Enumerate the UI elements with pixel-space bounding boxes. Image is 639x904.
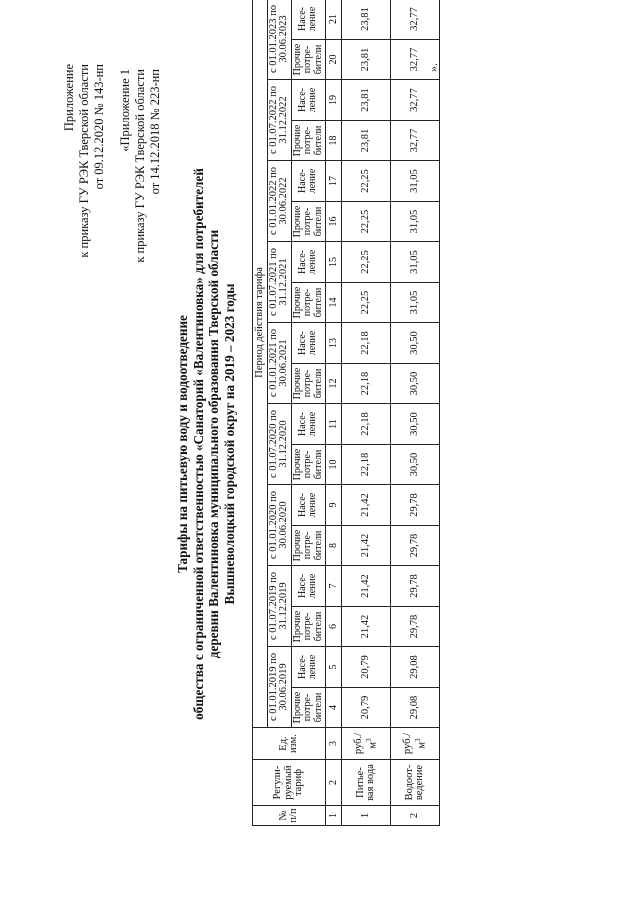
period-header: с 01.07.2019 по 31.12.2019 <box>267 566 291 647</box>
period-header: с 01.01.2022 по 30.06.2022 <box>267 161 291 242</box>
column-number: 9 <box>326 485 342 526</box>
tariff-value: 32,77 <box>391 40 440 80</box>
category-other: Прочие потре-бители <box>291 40 326 80</box>
column-number: 14 <box>326 283 342 323</box>
tariff-value: 22,25 <box>342 161 391 202</box>
period-header: с 01.01.2019 по 30.06.2019 <box>267 647 291 728</box>
periods-row <box>267 0 291 826</box>
column-number: 21 <box>326 0 342 40</box>
column-number: 4 <box>326 688 342 728</box>
category-population: Насе-ление <box>291 0 326 40</box>
tariff-value: 23,81 <box>342 121 391 161</box>
tariff-value: 31,05 <box>391 242 440 283</box>
period-header: с 01.01.2023 по 30.06.2023 <box>267 0 291 80</box>
tariff-value: 21,42 <box>342 485 391 526</box>
column-number: 3 <box>326 728 342 760</box>
category-population: Насе-ление <box>291 80 326 121</box>
column-number: 17 <box>326 161 342 202</box>
category-other: Прочие потре-бители <box>291 445 326 485</box>
column-number: 5 <box>326 647 342 688</box>
tariff-value: 23,81 <box>342 0 391 40</box>
column-numbers-row <box>326 0 342 826</box>
tariff-value: 20,79 <box>342 647 391 688</box>
header-unit: Ед. изм. <box>253 728 326 760</box>
period-header: с 01.07.2020 по 31.12.2020 <box>267 404 291 485</box>
period-header: с 01.07.2021 по 31.12.2021 <box>267 242 291 323</box>
tariff-value: 22,25 <box>342 283 391 323</box>
column-number: 8 <box>326 526 342 566</box>
tariff-value: 31,05 <box>391 202 440 242</box>
title-line: Вышневолоцкий городской округ на 2019 – 2023 годы <box>221 283 237 605</box>
category-other: Прочие потре-бители <box>291 121 326 161</box>
category-other: Прочие потре-бители <box>291 202 326 242</box>
column-number: 18 <box>326 121 342 161</box>
header-period: Период действия тарифа <box>253 0 268 728</box>
tariff-value: 22,18 <box>342 323 391 364</box>
tariff-value: 29,78 <box>391 526 440 566</box>
category-population: Насе-ление <box>291 323 326 364</box>
tariff-value: 21,42 <box>342 607 391 647</box>
tariff-value: 22,25 <box>342 242 391 283</box>
column-number: 7 <box>326 566 342 607</box>
tariff-value: 22,18 <box>342 445 391 485</box>
period-header: с 01.07.2022 по 31.12.2022 <box>267 80 291 161</box>
column-number: 20 <box>326 40 342 80</box>
tariff-value: 30,50 <box>391 364 440 404</box>
row-unit <box>342 728 391 760</box>
header-no: № п/п <box>253 806 326 826</box>
document-title <box>175 84 237 804</box>
category-other: Прочие потре-бители <box>291 526 326 566</box>
tariff-value: 29,78 <box>391 485 440 526</box>
title-line: деревни Валентиновка муниципального образования Тверской области <box>206 229 222 659</box>
tariff-value: 32,77 <box>391 121 440 161</box>
table-row <box>391 0 440 826</box>
column-number: 15 <box>326 242 342 283</box>
column-number: 11 <box>326 404 342 445</box>
tariff-value: 31,05 <box>391 283 440 323</box>
category-other: Прочие потре-бители <box>291 607 326 647</box>
tariff-value: 29,08 <box>391 647 440 688</box>
tariff-value: 22,18 <box>342 404 391 445</box>
tariff-value: 23,81 <box>342 40 391 80</box>
column-number: 1 <box>326 806 342 826</box>
tariff-value: 30,50 <box>391 445 440 485</box>
header-tariff: Регули-руемый тариф <box>253 760 326 806</box>
column-number: 16 <box>326 202 342 242</box>
category-population: Насе-ление <box>291 566 326 607</box>
title-line: Тарифы на питьевую воду и водоотведение <box>175 315 190 573</box>
title-line: общества с ограниченной ответственностью «Санаторий «Валентиновка» для потребителей <box>190 168 206 720</box>
row-tariff: Питье-вая вода <box>342 760 391 806</box>
column-number: 13 <box>326 323 342 364</box>
unit-superscript: 3 <box>365 738 374 742</box>
table-row <box>342 0 391 826</box>
tariff-value: 21,42 <box>342 566 391 607</box>
category-population: Насе-ление <box>291 242 326 283</box>
column-number: 12 <box>326 364 342 404</box>
approval-stamp-original <box>118 69 163 294</box>
categories-row <box>291 0 326 826</box>
category-other: Прочие потре-бители <box>291 364 326 404</box>
period-header: с 01.01.2020 по 30.06.2020 <box>267 485 291 566</box>
approval-stamp-current <box>62 64 107 264</box>
column-number: 19 <box>326 80 342 121</box>
approval-line: Приложение <box>62 64 76 132</box>
category-population: Насе-ление <box>291 647 326 688</box>
unit-superscript: 3 <box>414 738 423 742</box>
row-unit <box>391 728 440 760</box>
row-tariff: Водоот-ведение <box>391 760 440 806</box>
category-population: Насе-ление <box>291 485 326 526</box>
tariff-value: 29,78 <box>391 607 440 647</box>
tariff-value: 23,81 <box>342 80 391 121</box>
category-other: Прочие потре-бители <box>291 688 326 728</box>
tariff-value: 20,79 <box>342 688 391 728</box>
row-no: 2 <box>391 806 440 826</box>
tariff-value: 32,77 <box>391 80 440 121</box>
tariff-value: 29,08 <box>391 688 440 728</box>
tariff-value: 30,50 <box>391 404 440 445</box>
tariff-table <box>252 0 440 826</box>
unit-text: руб./м <box>402 732 428 755</box>
category-population: Насе-ление <box>291 404 326 445</box>
unit-text: руб./м <box>353 732 379 755</box>
period-header: с 01.01.2021 по 30.06.2021 <box>267 323 291 404</box>
approval-line: к приказу ГУ РЭК Тверской области <box>77 64 91 258</box>
row-no: 1 <box>342 806 391 826</box>
tariff-value: 22,25 <box>342 202 391 242</box>
tariff-value: 21,42 <box>342 526 391 566</box>
tariff-value: 22,18 <box>342 364 391 404</box>
approval-line: к приказу ГУ РЭК Тверской области <box>133 69 147 263</box>
table-body <box>326 0 440 826</box>
approval-line: от 14.12.2018 № 223-нп <box>148 69 162 195</box>
tariff-value: 31,05 <box>391 161 440 202</box>
category-other: Прочие потре-бители <box>291 283 326 323</box>
approval-line: от 09.12.2020 № 143-нп <box>92 64 106 190</box>
category-population: Насе-ление <box>291 161 326 202</box>
tariff-value: 29,78 <box>391 566 440 607</box>
closing-quote: ». <box>426 63 440 72</box>
approval-line: «Приложение 1 <box>118 69 132 152</box>
column-number: 6 <box>326 607 342 647</box>
tariff-value: 32,77 <box>391 0 440 40</box>
column-number: 2 <box>326 760 342 806</box>
column-number: 10 <box>326 445 342 485</box>
tariff-value: 30,50 <box>391 323 440 364</box>
